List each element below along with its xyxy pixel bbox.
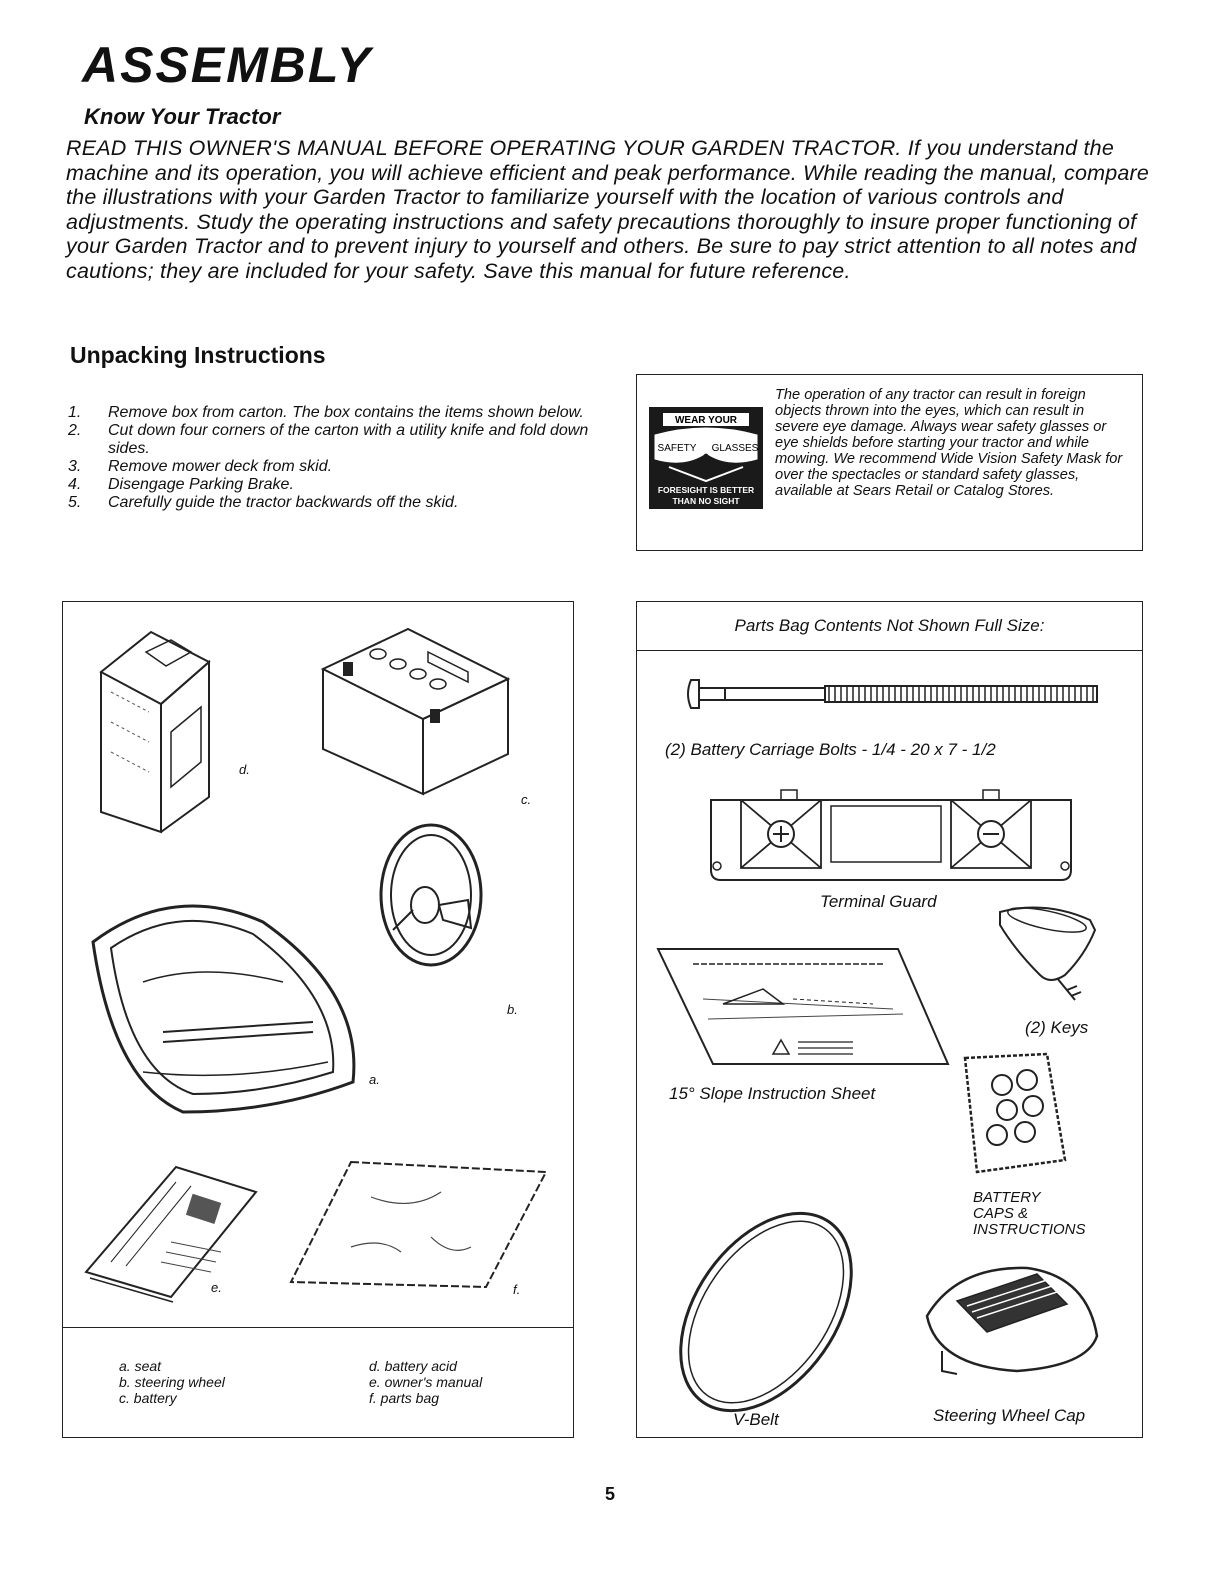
battery-caps-line: CAPS & [973,1205,1029,1222]
legend-column-2 [369,1358,482,1406]
intro-caps: READ THIS OWNER'S MANUAL BEFORE OPERATING YOUR GARDEN TRACTOR. [66,136,902,160]
legend-item: c. battery [119,1390,177,1406]
parts-box-right [636,601,1143,1438]
step-item [68,476,608,494]
step-item [68,458,608,476]
safety-glasses-icon [649,407,763,509]
terminal-guard-caption: Terminal Guard [820,892,937,911]
v-belt-illustration [651,1202,891,1412]
step-text: Disengage Parking Brake. [108,476,294,493]
step-text: Carefully guide the tractor backwards off the skid. [108,494,459,511]
safety-glasses-badge [649,407,763,509]
owners-manual-drawing [81,1162,261,1302]
battery-caps-illustration [957,1050,1077,1180]
step-text: Remove box from carton. The box contains the items shown below. [108,404,584,421]
label-e: e. [211,1280,222,1295]
legend-item: b. steering wheel [119,1374,225,1390]
step-number: 4. [68,476,82,493]
legend-divider [63,1327,573,1328]
legend-item: e. owner's manual [369,1374,483,1390]
parts-box-left [62,601,574,1438]
label-d: d. [239,762,250,777]
step-item [68,404,608,422]
battery-caps-line: INSTRUCTIONS [973,1221,1086,1238]
unpacking-heading: Unpacking Instructions [70,342,326,368]
page-title: ASSEMBLY [82,37,373,93]
label-b: b. [507,1002,518,1017]
label-a: a. [369,1072,380,1087]
battery-caps-caption [973,1190,1086,1238]
step-text: Remove mower deck from skid. [108,458,333,475]
legend-item: a. seat [119,1358,162,1374]
step-item [68,422,608,458]
step-number: 5. [68,494,82,511]
steering-wheel-illustration [373,820,493,970]
intro-paragraph [66,136,1156,283]
badge-left-text: SAFETY [657,443,697,454]
badge-bottom-line2: THAN NO SIGHT [672,496,740,506]
unpacking-steps [68,404,608,512]
parts-bag-illustration [291,1157,551,1297]
keys-caption: (2) Keys [1025,1018,1089,1037]
carriage-bolt-illustration [687,674,1107,714]
label-f: f. [513,1282,521,1297]
badge-top-text: WEAR YOUR [674,415,738,426]
slope-sheet-illustration [653,944,953,1074]
slope-sheet-caption: 15° Slope Instruction Sheet [669,1084,876,1103]
keys-illustration [995,900,1105,1010]
battery-caps-line: BATTERY [973,1189,1041,1206]
safety-notice-text: The operation of any tractor can result in foreign objects thrown into the eyes, which can result in severe eye damage. Always wear safety glasses or eye shields before starting your tractor and while mowing. We recommend Wide Vision Safety Mask for over the spectacles or standard safety glasses, available at Sears Retail or Catalog Stores. [775,387,1123,499]
owners-manual-illustration [81,962,251,1092]
steering-wheel-cap-illustration [917,1256,1107,1386]
page-number: 5 [604,1484,615,1504]
parts-bag-heading: Parts Bag Contents Not Shown Full Size: [637,602,1142,651]
battery-acid-box-illustration [91,622,221,822]
label-c: c. [521,792,532,807]
steering-wheel-cap-caption: Steering Wheel Cap [933,1406,1086,1425]
step-number: 3. [68,458,82,475]
terminal-guard-illustration [701,788,1091,888]
intro-body: If you understand the machine and its operation, you will achieve efficient and peak performance. While reading the manual, compare the illustrations with your Garden Tractor to familiarize yourself with the location of various controls and adjustments. Study the operating instructions and safety precautions thoroughly to insure proper functioning of your Garden Tractor and to prevent injury to yourself and others. Be sure to pay strict attention to all notes and cautions; they are included for your safety. Save this manual for future reference. [66,136,1150,283]
battery-illustration [318,624,518,794]
step-item [68,494,608,512]
bolts-caption: (2) Battery Carriage Bolts - 1/4 - 20 x 7 - 1/2 [665,740,996,759]
badge-bottom-line1: FORESIGHT IS BETTER [657,485,755,495]
step-number: 2. [68,422,82,439]
v-belt-caption: V-Belt [733,1410,779,1429]
safety-notice-box [636,374,1143,551]
legend-column-1 [119,1358,225,1406]
legend-item: f. parts bag [369,1390,440,1406]
page-subtitle: Know Your Tractor [84,104,281,129]
badge-right-text: GLASSES [711,443,759,454]
step-number: 1. [68,404,82,421]
step-text: Cut down four corners of the carton with a utility knife and fold down sides. [108,422,589,457]
legend-item: d. battery acid [369,1358,457,1374]
